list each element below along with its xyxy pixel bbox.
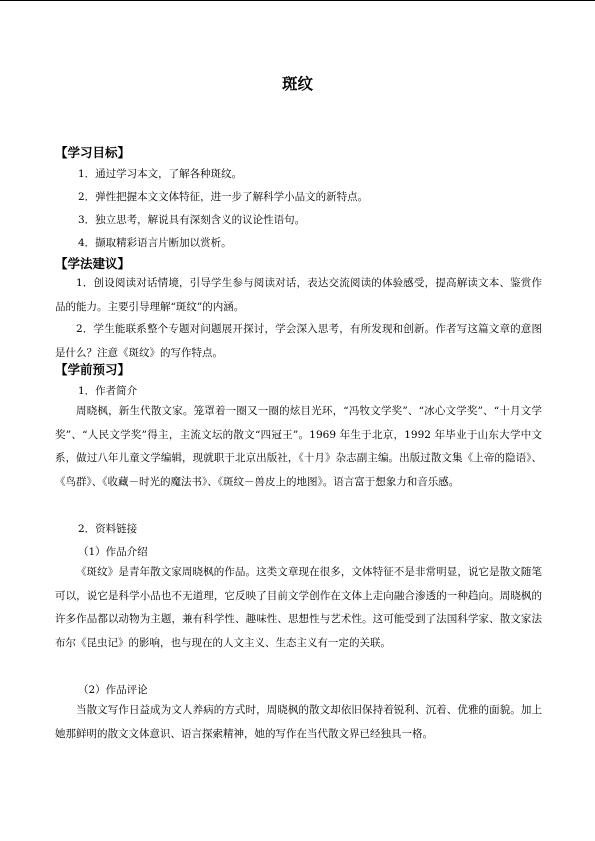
preview-item-materials: 2．资料链接 — [78, 523, 138, 535]
work-intro-paragraph: 《斑纹》是青年散文家周晓枫的作品。这类文章现在很多，文体特征不是非常明显，说它是散文随笔可以，说它是科学小品也不无道理，它反映了目前文学创作在文体上走向融合渗透的一种趋向。周晓枫的许多作品都以动物为主题，兼有科学性、趣味性、思想性与艺术性。这可能受到了法国科学家、散文家法布尔《昆虫记》的影响，也与现在的人文主义、生态主义有一定的关联。 — [55, 566, 542, 649]
goal-item: 1．通过学习本文，了解各种斑纹。 — [78, 168, 243, 180]
goal-item: 3．独立思考，解说具有深刻含义的议论性语句。 — [78, 214, 306, 226]
author-bio-paragraph: 周晓枫，新生代散文家。笼罩着一圈又一圈的炫目光环，“冯牧文学奖”、“冰心文学奖”、“十月文学奖”、“人民文学奖”得主，主流文坛的散文“四冠王”。1969 年生于北京，1992 年毕业于山东大学中文系，做过八年儿童文学编辑，现就职于北京出版社，《十月》杂志副主编。出版过散文集《上帝的隐语》、《鸟群》、《收藏－时光的魔法书》、《斑纹－兽皮上的地图》。语言富于想象力和音乐感。 — [55, 405, 542, 488]
section-heading-preview: 【学前预习】 — [55, 362, 131, 377]
goal-item: 4．撷取精彩语言片断加以赏析。 — [78, 237, 232, 249]
work-review-paragraph: 当散文写作日益成为文人养病的方式时，周晓枫的散文却依旧保持着锐利、沉着、优雅的面貌。加上她那鲜明的散文文体意识、语言探索精神，她的写作在当代散文界已经独具一格。 — [55, 704, 542, 740]
preview-item-author: 1．作者简介 — [78, 385, 138, 397]
document-title: 斑纹 — [281, 74, 313, 93]
section-heading-learning-goals: 【学习目标】 — [55, 145, 131, 160]
subheading-work-intro: （1）作品介绍 — [78, 546, 148, 558]
section-heading-study-advice: 【学法建议】 — [55, 256, 131, 271]
subheading-work-review: （2）作品评论 — [78, 684, 148, 696]
goal-item: 2．弹性把握本文文体特征，进一步了解科学小品文的新特点。 — [78, 191, 369, 203]
advice-paragraph-2: 2．学生能联系整个专题对问题展开探讨，学会深入思考，有所发现和创新。作者写这篇文章的意图是什么？注意《斑纹》的写作特点。 — [55, 323, 542, 359]
advice-paragraph-1: 1．创设阅读对话情境，引导学生参与阅读对话，表达交流阅读的体验感受，提高解读文本、鉴赏作品的能力。主要引导理解“斑纹”的内涵。 — [55, 277, 542, 313]
